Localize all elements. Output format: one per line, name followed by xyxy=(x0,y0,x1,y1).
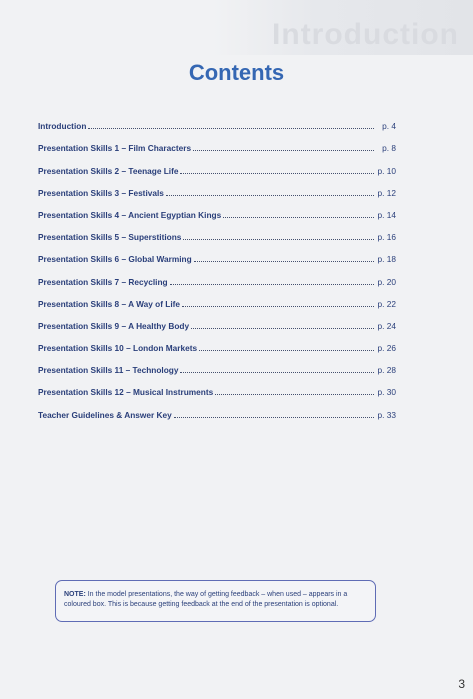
toc-entry-label: Presentation Skills 3 – Festivals xyxy=(38,187,164,198)
toc-entry xyxy=(38,176,396,198)
toc-entry xyxy=(38,375,396,397)
page-title: Contents xyxy=(188,60,285,85)
toc-entry-label: Presentation Skills 5 – Superstitions xyxy=(38,232,182,243)
toc-entry-page: p. 33 xyxy=(377,409,396,420)
toc-leader-dots xyxy=(180,371,374,373)
toc-entry xyxy=(38,264,396,286)
header-banner xyxy=(213,0,473,55)
toc-entry-label: Presentation Skills 7 – Recycling xyxy=(38,276,168,287)
toc-entry-label: Introduction xyxy=(38,121,87,132)
toc-leader-dots xyxy=(183,238,374,240)
toc-entry xyxy=(38,198,396,220)
toc-leader-dots xyxy=(199,349,374,351)
toc-entry xyxy=(38,220,396,242)
toc-entry-page: p. 10 xyxy=(377,165,396,176)
toc-entry-page: p. 4 xyxy=(382,121,396,132)
toc-leader-dots xyxy=(194,260,374,262)
toc-entry-page: p. 22 xyxy=(377,298,396,309)
toc-entry xyxy=(38,287,396,309)
toc-entry-label: Presentation Skills 12 – Musical Instruments xyxy=(38,387,214,398)
toc-leader-dots xyxy=(88,127,374,129)
toc-entry-label: Presentation Skills 2 – Teenage Life xyxy=(38,165,179,176)
note-text: In the model presentations, the way of getting feedback – when used – appears in a coloured box. This is because getting feedback at the end of the presentation is optional. xyxy=(64,591,348,608)
toc-entry-page: p. 28 xyxy=(377,365,396,376)
toc-entry-label: Presentation Skills 1 – Film Characters xyxy=(38,143,192,154)
toc-leader-dots xyxy=(223,216,374,218)
toc-leader-dots xyxy=(182,305,374,307)
toc-entry xyxy=(38,131,396,153)
toc-entry xyxy=(38,353,396,375)
page-number: 3 xyxy=(458,677,465,691)
header-ghost-text: Introduction xyxy=(272,18,459,51)
note-box xyxy=(55,580,376,622)
toc-entry-page: p. 8 xyxy=(382,143,396,154)
toc-entry-page: p. 18 xyxy=(377,254,396,265)
toc-leader-dots xyxy=(191,327,374,329)
toc-leader-dots xyxy=(166,194,374,196)
table-of-contents xyxy=(38,109,396,420)
toc-entry-page: p. 26 xyxy=(377,343,396,354)
toc-entry-page: p. 20 xyxy=(377,276,396,287)
toc-leader-dots xyxy=(215,393,374,395)
toc-leader-dots xyxy=(170,283,374,285)
toc-entry-page: p. 16 xyxy=(377,232,396,243)
toc-entry-label: Presentation Skills 9 – A Healthy Body xyxy=(38,320,190,331)
toc-entry xyxy=(38,242,396,264)
toc-entry xyxy=(38,309,396,331)
toc-entry xyxy=(38,153,396,175)
toc-entry-label: Presentation Skills 8 – A Way of Life xyxy=(38,298,181,309)
toc-entry-page: p. 12 xyxy=(377,187,396,198)
note-label: NOTE: xyxy=(64,591,86,598)
toc-leader-dots xyxy=(180,172,374,174)
toc-entry-page: p. 14 xyxy=(377,209,396,220)
toc-entry xyxy=(38,397,396,419)
toc-entry-page: p. 30 xyxy=(377,387,396,398)
toc-entry-label: Presentation Skills 6 – Global Warming xyxy=(38,254,192,265)
toc-entry-label: Presentation Skills 4 – Ancient Egyptian Kings xyxy=(38,209,222,220)
toc-entry-label: Presentation Skills 10 – London Markets xyxy=(38,343,198,354)
toc-entry-page: p. 24 xyxy=(377,320,396,331)
toc-entry xyxy=(38,109,396,131)
toc-entry-label: Teacher Guidelines & Answer Key xyxy=(38,409,172,420)
toc-leader-dots xyxy=(174,416,374,418)
toc-entry-label: Presentation Skills 11 – Technology xyxy=(38,365,179,376)
toc-leader-dots xyxy=(193,149,374,151)
toc-entry xyxy=(38,331,396,353)
